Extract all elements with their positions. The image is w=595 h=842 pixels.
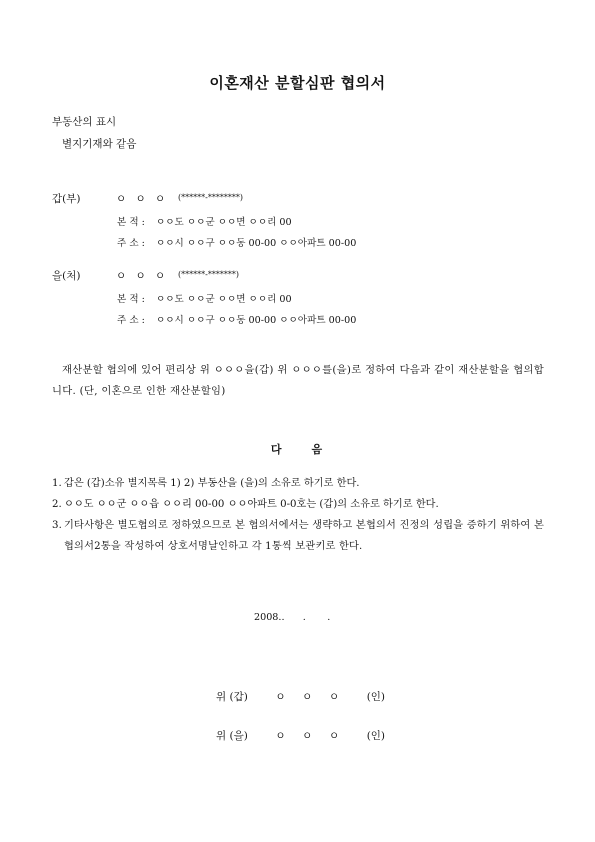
- party-label: 을(처): [52, 270, 81, 282]
- property-value: 별지기재와 같음: [62, 138, 137, 150]
- party-rrn: (******-********): [178, 193, 243, 202]
- signature-seal: (인): [366, 691, 386, 703]
- signature-prefix: 위 (갑): [216, 691, 248, 703]
- property-label: 부동산의 표시: [52, 116, 117, 128]
- party-label: 갑(부): [52, 193, 81, 205]
- list-item: [52, 473, 544, 494]
- address-value: ㅇㅇ시 ㅇㅇ구 ㅇㅇ동 00-00 ㅇㅇ아파트 00-00: [156, 315, 357, 326]
- item-number: 3.: [52, 520, 63, 531]
- signature-line-gap: [216, 689, 385, 704]
- intro-paragraph: 재산분할 협의에 있어 편리상 위 ㅇㅇㅇ을(갑) 위 ㅇㅇㅇ를(을)로 정하여 다음과 같이 재산분할을 협의합니다. (단, 이혼으로 인한 재산분할임): [52, 364, 544, 397]
- terms-list: [52, 473, 544, 557]
- party-name: ㅇ ㅇ ㅇ: [116, 270, 166, 282]
- item-number: 2.: [52, 499, 62, 510]
- party-name: ㅇ ㅇ ㅇ: [116, 193, 166, 205]
- domicile-value: ㅇㅇ도 ㅇㅇ군 ㅇㅇ면 ㅇㅇ리 00: [156, 294, 292, 305]
- item-text: ㅇㅇ도 ㅇㅇ군 ㅇㅇ읍 ㅇㅇ리 00-00 ㅇㅇ아파트 0-0호는 (갑)의 소유로 하기로 한다.: [64, 499, 439, 510]
- domicile-value: ㅇㅇ도 ㅇㅇ군 ㅇㅇ면 ㅇㅇ리 00: [156, 217, 292, 228]
- address-label: 주 소 :: [117, 315, 145, 326]
- item-text: 기타사항은 별도협의로 정하였으므로 본 협의서에서는 생략하고 본협의서 진정의 성립을 증하기 위하여 본 협의서2통을 작성하여 상호서명날인하고 각 1통씩 보관키로 한다.: [64, 520, 544, 552]
- domicile-label: 본 적 :: [117, 217, 145, 228]
- signature-line-eul: [216, 728, 385, 743]
- section-heading: [0, 441, 595, 457]
- document-title: 이혼재산 분할심판 협의서: [209, 74, 386, 92]
- signature-name: ㅇ ㅇ ㅇ: [275, 691, 340, 703]
- address-value: ㅇㅇ시 ㅇㅇ구 ㅇㅇ동 00-00 ㅇㅇ아파트 00-00: [156, 238, 357, 249]
- list-item: [52, 494, 544, 515]
- address-label: 주 소 :: [117, 238, 145, 249]
- list-item: [52, 515, 544, 557]
- document-date: 2008.. . .: [254, 612, 331, 623]
- domicile-label: 본 적 :: [117, 294, 145, 305]
- signature-prefix: 위 (을): [216, 730, 248, 742]
- signature-name: ㅇ ㅇ ㅇ: [275, 730, 340, 742]
- item-number: 1.: [52, 478, 62, 489]
- signature-seal: (인): [366, 730, 386, 742]
- heading-char: 음: [311, 443, 325, 456]
- heading-char: 다: [270, 443, 284, 456]
- item-text: 갑은 (갑)소유 별지목록 1) 2) 부동산을 (을)의 소유로 하기로 한다.: [64, 478, 360, 489]
- party-rrn: (******-*******): [178, 270, 239, 279]
